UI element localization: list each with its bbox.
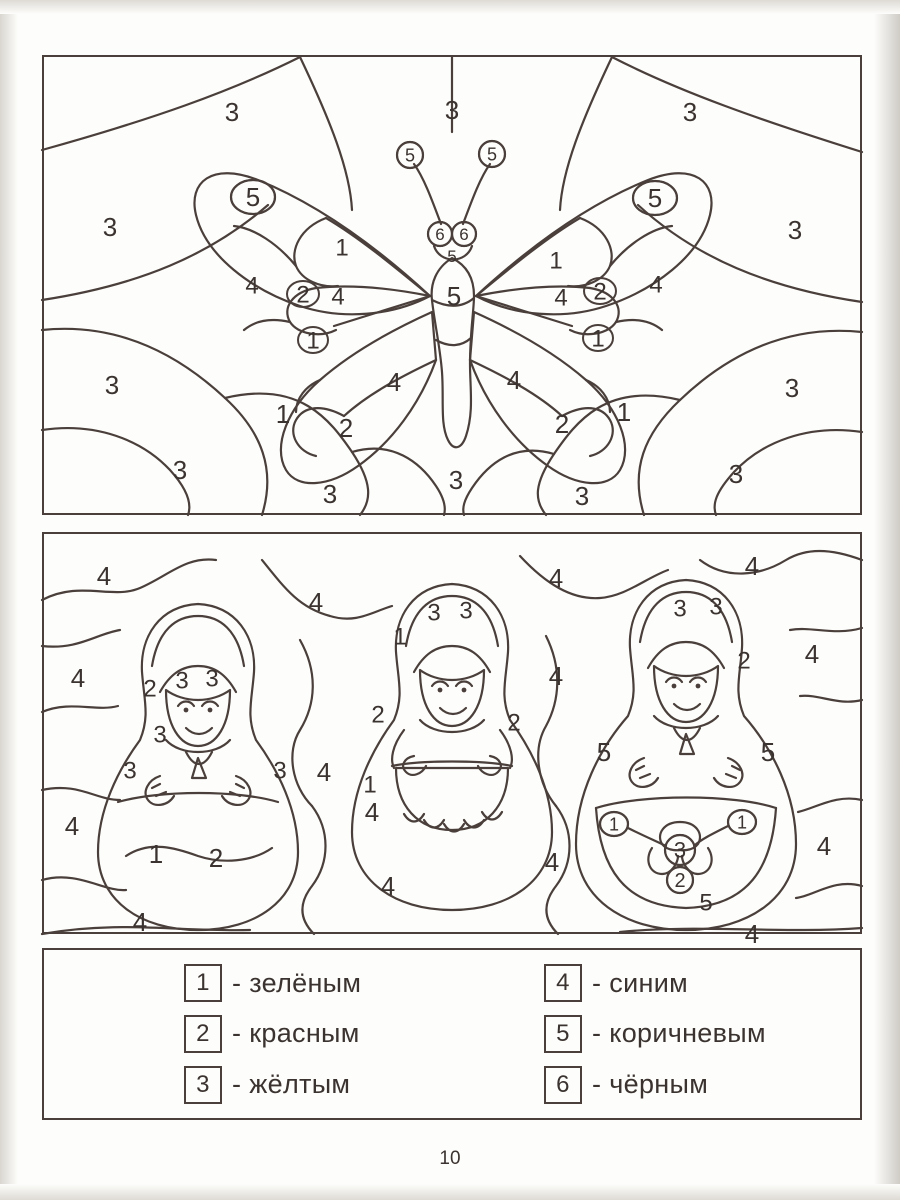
legend-number-box: 5 — [544, 1015, 582, 1053]
color-number: 2 — [338, 413, 354, 444]
color-number: 3 — [709, 593, 723, 621]
color-number: 6 — [435, 224, 445, 244]
legend-label: красным — [249, 1018, 360, 1049]
color-number: 3 — [273, 757, 287, 785]
color-number: 2 — [507, 709, 521, 737]
color-number: 3 — [205, 665, 219, 693]
color-number: 3 — [784, 373, 800, 404]
color-number: 1 — [335, 234, 349, 262]
color-number: 5 — [760, 737, 776, 768]
color-number: 2 — [737, 647, 751, 675]
color-number: 2 — [208, 843, 224, 874]
color-number: 3 — [172, 455, 188, 486]
color-number: 3 — [459, 597, 473, 625]
legend-item-4 — [452, 964, 862, 1002]
color-number: 3 — [123, 757, 137, 785]
color-number: 4 — [316, 757, 332, 788]
color-number: 3 — [673, 837, 687, 863]
legend-dash: - — [592, 1069, 602, 1100]
color-number: 2 — [143, 675, 157, 703]
legend-item-5 — [452, 1015, 862, 1053]
color-number: 3 — [673, 595, 687, 623]
legend-dash: - — [232, 1018, 242, 1049]
color-number: 4 — [386, 367, 402, 398]
legend-label: жёлтым — [249, 1069, 351, 1100]
legend-dash: - — [232, 967, 242, 998]
page-number: 10 — [439, 1148, 461, 1169]
legend-item-2 — [42, 1015, 452, 1053]
color-number: 5 — [446, 281, 462, 312]
color-number: 1 — [363, 771, 377, 799]
legend-number-box: 2 — [184, 1015, 222, 1053]
color-number: 2 — [554, 409, 570, 440]
color-number: 3 — [102, 212, 118, 243]
color-number: 1 — [148, 839, 164, 870]
color-number: 3 — [175, 667, 189, 695]
color-number: 5 — [699, 889, 713, 917]
color-number: 4 — [554, 284, 568, 312]
color-number: 5 — [245, 182, 261, 213]
color-number: 5 — [596, 737, 612, 768]
legend-number-box: 6 — [544, 1066, 582, 1104]
color-number: 2 — [296, 281, 310, 309]
legend-item-6 — [452, 1066, 862, 1104]
color-number: 4 — [64, 811, 80, 842]
color-number: 4 — [70, 663, 86, 694]
color-number: 4 — [506, 365, 522, 396]
color-number: 1 — [306, 327, 320, 355]
legend-label: чёрным — [609, 1069, 709, 1100]
color-number: 4 — [331, 283, 345, 311]
legend-dash: - — [232, 1069, 242, 1100]
color-number: 5 — [447, 246, 457, 266]
color-number: 3 — [787, 215, 803, 246]
color-number: 4 — [744, 919, 760, 950]
legend-item-3 — [42, 1066, 452, 1104]
color-number: 4 — [364, 797, 380, 828]
color-number: 4 — [548, 563, 564, 594]
color-number: 4 — [96, 561, 112, 592]
color-number: 1 — [393, 623, 407, 651]
color-number: 3 — [574, 481, 590, 512]
color-number: 4 — [649, 271, 663, 299]
color-number: 1 — [616, 397, 632, 428]
color-number: 4 — [308, 587, 324, 618]
color-number: 4 — [548, 661, 564, 692]
color-number: 4 — [744, 551, 760, 582]
legend-label: коричневым — [609, 1018, 766, 1049]
color-number: 4 — [544, 847, 560, 878]
color-number: 3 — [682, 97, 698, 128]
color-number: 1 — [608, 814, 620, 835]
color-number: 2 — [371, 701, 385, 729]
color-number: 3 — [104, 370, 120, 401]
color-number: 4 — [245, 272, 259, 300]
color-number: 6 — [459, 224, 469, 244]
color-number: 1 — [591, 325, 605, 353]
legend-number-box: 1 — [184, 964, 222, 1002]
legend-number-box: 3 — [184, 1066, 222, 1104]
legend-dash: - — [592, 967, 602, 998]
color-number: 1 — [549, 247, 563, 275]
color-number: 3 — [448, 465, 464, 496]
color-number: 2 — [593, 278, 607, 306]
color-number: 3 — [322, 479, 338, 510]
legend-list — [42, 948, 862, 1120]
color-number: 4 — [816, 831, 832, 862]
color-number: 3 — [728, 459, 744, 490]
legend-dash: - — [592, 1018, 602, 1049]
color-number: 4 — [804, 639, 820, 670]
legend-label: синим — [609, 967, 688, 998]
color-number: 3 — [153, 721, 167, 749]
color-number: 5 — [647, 183, 663, 214]
color-number: 5 — [404, 145, 416, 166]
color-number: 3 — [224, 97, 240, 128]
color-number: 5 — [486, 144, 498, 165]
color-number: 1 — [275, 399, 291, 430]
color-number: 2 — [674, 870, 686, 892]
legend-label: зелёным — [249, 967, 362, 998]
color-number: 3 — [427, 599, 441, 627]
color-number: 4 — [380, 871, 396, 902]
color-number: 3 — [444, 95, 460, 126]
color-number: 4 — [132, 907, 148, 938]
color-number: 1 — [736, 812, 748, 833]
legend-item-1 — [42, 964, 452, 1002]
legend-number-box: 4 — [544, 964, 582, 1002]
